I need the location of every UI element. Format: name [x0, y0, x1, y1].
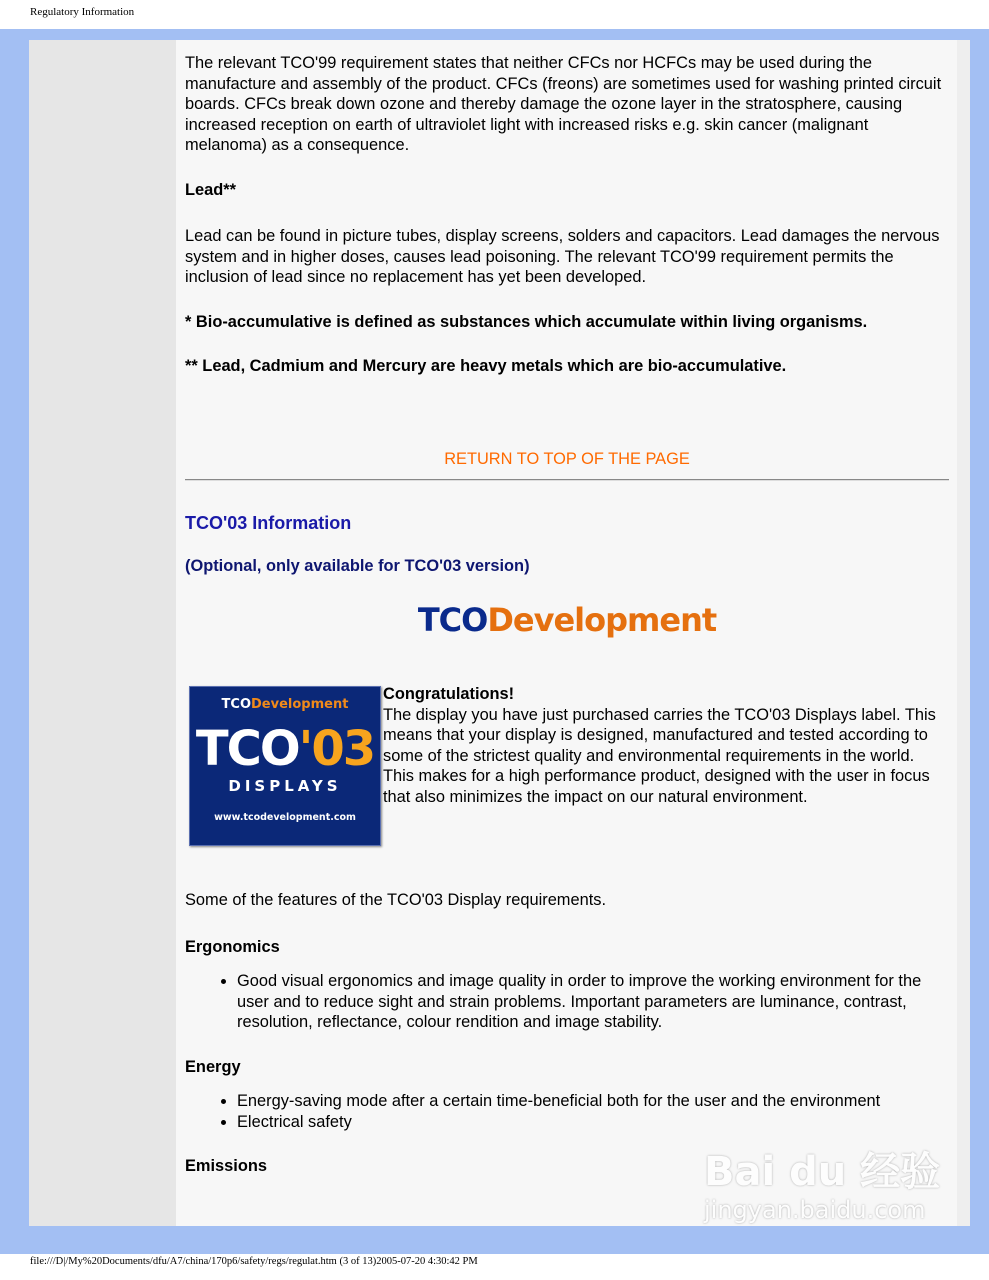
right-margin-strip — [957, 40, 970, 1226]
heavy-metals-note: ** Lead, Cadmium and Mercury are heavy metals which are bio-accumulative. — [185, 357, 787, 375]
lead-heading: Lead** — [185, 180, 237, 199]
energy-heading: Energy — [185, 1057, 241, 1076]
lead-paragraph: Lead can be found in picture tubes, display screens, solders and capacitors. Lead damages the nervous system and in higher doses, causes lead poisoning. The relevant TCO'99 requirement permits the inclusion of lead since no replacement has yet been developed. — [185, 227, 940, 286]
congratulations-heading: Congratulations! — [383, 685, 515, 703]
return-to-top-link[interactable]: RETURN TO TOP OF THE PAGE — [444, 449, 690, 468]
left-navigation-column — [29, 40, 176, 1226]
tco03-displays-badge: TCODevelopment TCO'03 DISPLAYS www.tcodevelopment.com — [189, 686, 381, 846]
tco03-optional-note: (Optional, only available for TCO'03 version) — [185, 556, 530, 575]
print-header-title: Regulatory Information — [30, 6, 135, 18]
content-area — [185, 40, 949, 1177]
energy-list — [185, 1091, 949, 1132]
bio-accumulative-note: * Bio-accumulative is defined as substances which accumulate within living organisms. — [185, 312, 868, 331]
tco-development-logo: TCODevelopment — [417, 601, 717, 639]
print-footer-path: file:///D|/My%20Documents/dfu/A7/china/170p6/safety/regs/regulat.htm (3 of 13)2005-07-20 4:30:42 PM — [30, 1256, 478, 1267]
features-intro: Some of the features of the TCO'03 Display requirements. — [185, 891, 606, 909]
baidu-watermark: Bai du 经验 jingyan.baidu.com — [704, 1149, 941, 1224]
ergonomics-heading: Ergonomics — [185, 937, 280, 956]
list-item: • Electrical safety — [237, 1112, 949, 1133]
tco03-section-title: TCO'03 Information — [185, 513, 352, 533]
ergonomics-list — [185, 971, 949, 1033]
cfc-paragraph: The relevant TCO'99 requirement states that neither CFCs nor HCFCs may be used during the manufacture and assembly of the product. CFCs (freons) are sometimes used for washing printed circuit boards. CFCs break down ozone and thereby damage the ozone layer in the stratosphere, causing increased reception on earth of ultraviolet light with increased risks e.g. skin cancer (malignant melanoma) as a consequence. — [185, 54, 942, 154]
section-divider — [185, 479, 949, 481]
list-item: • Good visual ergonomics and image quality in order to improve the working environment for the user and to reduce sight and strain problems. Important parameters are luminance, contrast, resolution, reflectance, colour rendition and image stability. — [237, 971, 949, 1033]
list-item: • Energy-saving mode after a certain time-beneficial both for the user and the environment — [237, 1091, 949, 1112]
emissions-heading: Emissions — [185, 1157, 267, 1175]
congratulations-text: The display you have just purchased carries the TCO'03 Displays label. This means that your display is designed, manufactured and tested according to some of the strictest quality and environmental requirements in the world. This makes for a high performance product, designed with the user in focus that also minimizes the impact on our natural environment. — [383, 705, 936, 806]
